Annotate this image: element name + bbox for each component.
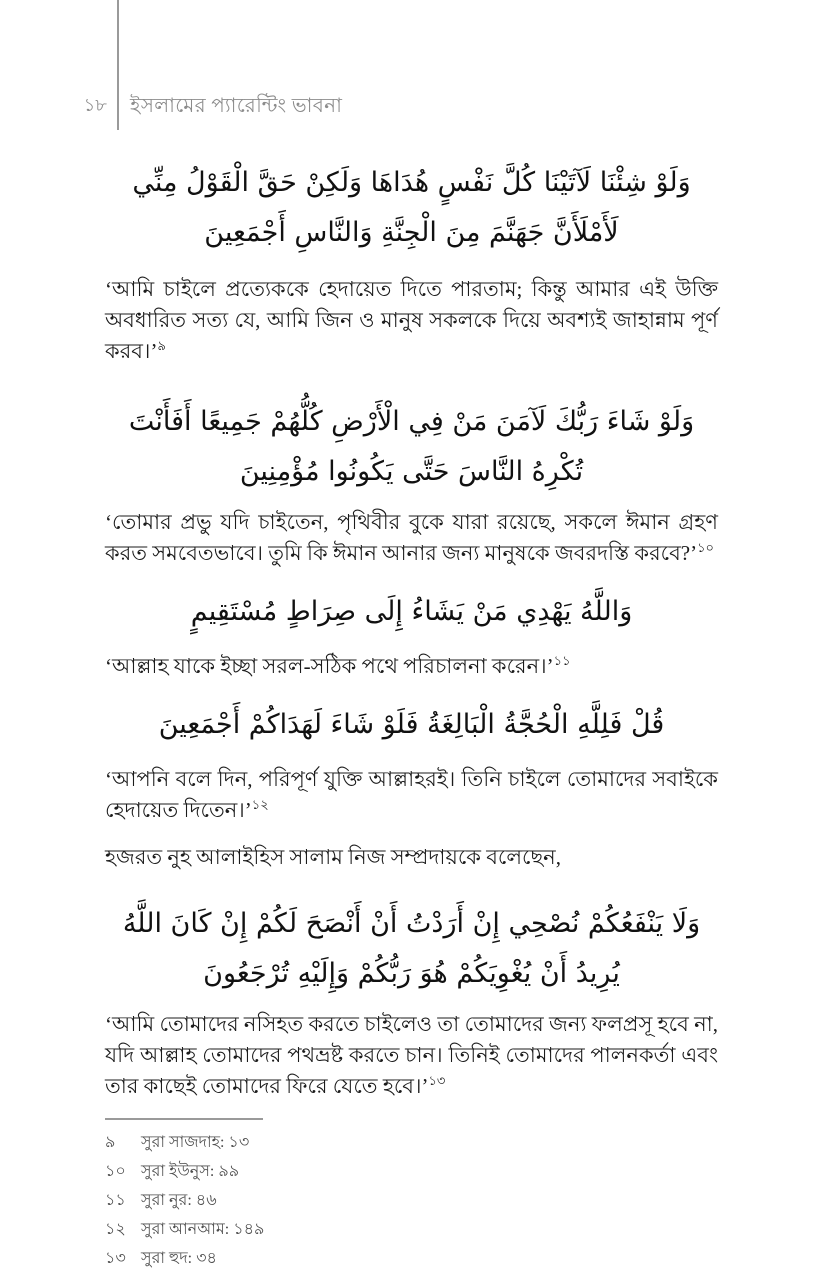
arabic-verse-3: وَاللَّهُ يَهْدِي مَنْ يَشَاءُ إِلَى صِرَاطٍ مُسْتَقِيمٍ (190, 596, 633, 627)
book-title: ইসলামের প্যারেন্টিং ভাবনা (130, 95, 343, 117)
translation-4-text: ‘আপনি বলে দিন, পরিপূর্ণ যুক্তি আল্লাহরই। তিনি চাইলে তোমাদের সবাইকে হেদায়েত দিতেন।’ (105, 767, 718, 822)
footnote-marker: ১২ (105, 1221, 126, 1238)
footnotes-section (105, 1118, 718, 1273)
footnote-row (105, 1244, 718, 1273)
footnote-text: সুরা আনআম: ১৪৯ (141, 1221, 265, 1238)
footnote-separator-line (105, 1118, 263, 1120)
footnote-ref-12: ১২ (251, 797, 269, 812)
arabic-verse-4: قُلْ فَلِلَّهِ الْحُجَّةُ الْبَالِغَةُ فَلَوْ شَاءَ لَهَدَاكُمْ أَجْمَعِينَ (158, 709, 665, 740)
footnote-ref-10: ১০ (697, 540, 714, 555)
text-column (105, 158, 718, 1273)
arabic-verse-2: وَلَوْ شَاءَ رَبُّكَ لَآمَنَ مَنْ فِي الْأَرْضِ كُلُّهُمْ جَمِيعًا أَفَأَنْتَ تُكْرِهُ النَّاسَ حَتَّى يَكُونُوا مُؤْمِنِينَ (128, 406, 695, 487)
footnote-row (105, 1157, 718, 1186)
translation-4 (105, 764, 718, 826)
arabic-verse-5: وَلَا يَنْفَعُكُمْ نُصْحِي إِنْ أَرَدْتُ أَنْ أَنْصَحَ لَكُمْ إِنْ كَانَ اللَّهُ يُرِيدُ أَنْ يُغْوِيَكُمْ هُوَ رَبُّكُمْ وَإِلَيْهِ تُرْجَعُونَ (122, 908, 701, 989)
footnote-marker: ১০ (105, 1163, 126, 1180)
footnote-row (105, 1186, 718, 1215)
translation-2-text: ‘তোমার প্রভু যদি চাইতেন, পৃথিবীর বুকে যারা রয়েছে, সকলে ঈমান গ্রহণ করত সমবেতভাবে। তুমি কি ঈমান আনার জন্য মানুষকে জবরদস্তি করবে?’ (105, 510, 718, 565)
footnote-text: সুরা সাজদাহ: ১৩ (141, 1134, 250, 1151)
translation-3-text: ‘আল্লাহ যাকে ইচ্ছা সরল-সঠিক পথে পরিচালনা করেন।’ (105, 654, 554, 678)
footnote-row (105, 1128, 718, 1157)
footnote-ref-11: ১১ (553, 653, 571, 668)
translation-5 (105, 1009, 718, 1102)
translation-2 (105, 507, 718, 569)
translation-1-text: ‘আমি চাইলে প্রত্যেককে হেদায়েত দিতে পারতাম; কিন্তু আমার এই উক্তি অবধারিত সত্য যে, আমি জিন ও মানুষ সকলকে দিয়ে অবশ্যই জাহান্নাম পূর্ণ করব।’ (105, 277, 718, 363)
footnote-text: সুরা হুদ: ৩৪ (141, 1250, 217, 1267)
page-header (0, 0, 825, 130)
page-number: ১৮ (83, 95, 107, 115)
lead-paragraph: হজরত নুহ আলাইহিস সালাম নিজ সম্প্রদায়কে বলেছেন, (105, 845, 561, 869)
footnote-ref-13: ১৩ (428, 1073, 446, 1088)
footnote-marker: ১৩ (105, 1250, 126, 1267)
translation-3 (105, 651, 718, 682)
footnote-marker: ৯ (105, 1134, 116, 1151)
footnote-ref-9: ৯ (157, 338, 166, 353)
arabic-verse-1: وَلَوْ شِئْنَا لَآتَيْنَا كُلَّ نَفْسٍ هُدَاهَا وَلَكِنْ حَقَّ الْقَوْلُ مِنِّي لَأَمْلَأَنَّ جَهَنَّمَ مِنَ الْجِنَّةِ وَالنَّاسِ أَجْمَعِينَ (132, 167, 691, 248)
footnote-row (105, 1215, 718, 1244)
translation-1 (105, 274, 718, 367)
footnote-text: সুরা নুর: ৪৬ (141, 1192, 217, 1209)
footnote-text: সুরা ইউনুস: ৯৯ (141, 1163, 240, 1180)
translation-5-text: ‘আমি তোমাদের নসিহত করতে চাইলেও তা তোমাদের জন্য ফলপ্রসূ হবে না, যদি আল্লাহ তোমাদের পথভ্রষ্ট করতে চান। তিনিই তোমাদের পালনকর্তা এবং তার কাছেই তোমাদের ফিরে যেতে হবে।’ (105, 1012, 718, 1098)
header-divider-line (117, 0, 119, 130)
footnote-marker: ১১ (105, 1192, 126, 1209)
